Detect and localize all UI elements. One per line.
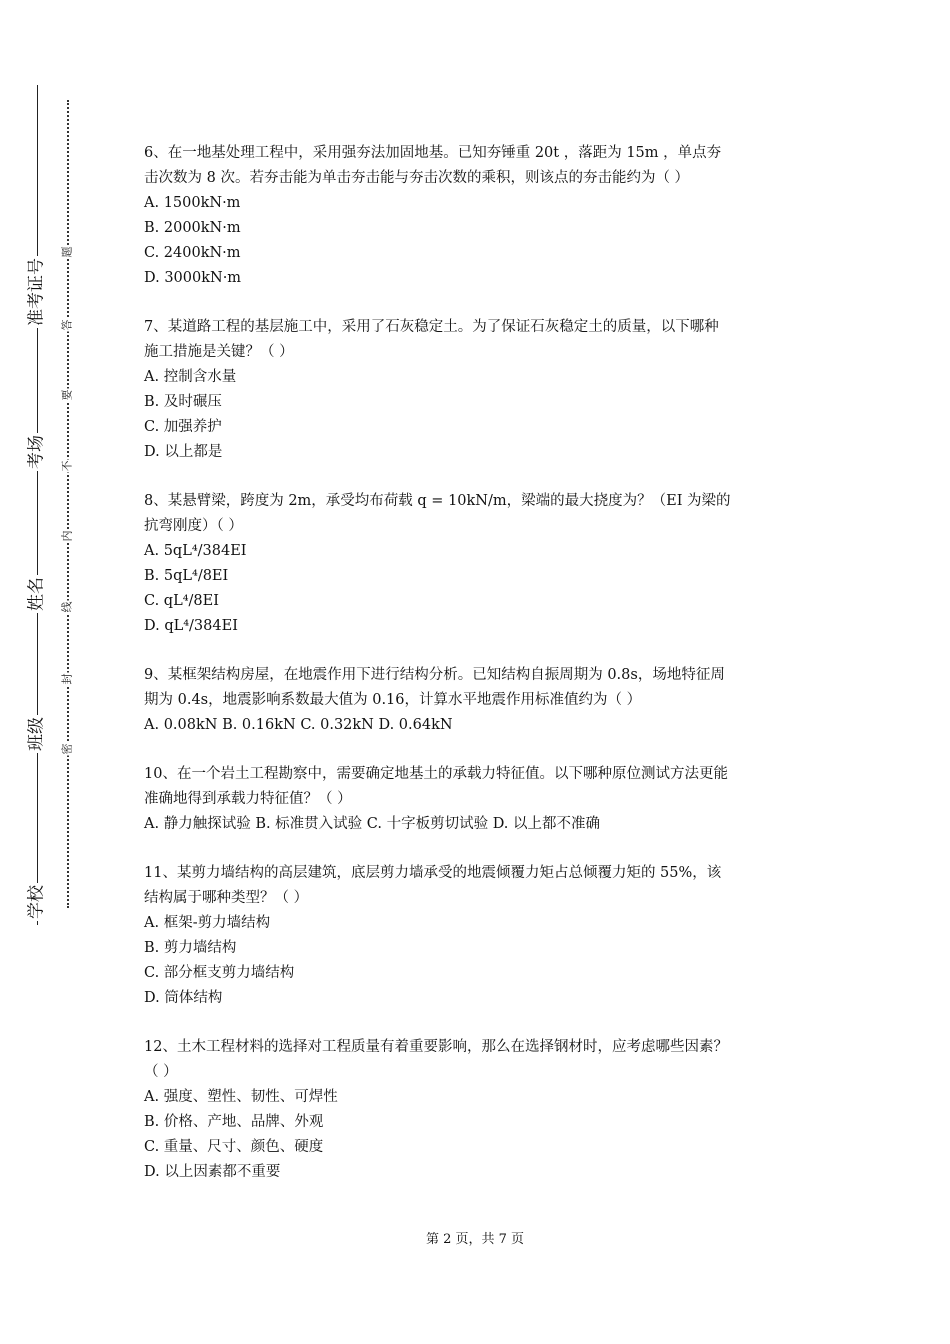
- seal-dotted-line: [67, 100, 69, 908]
- options-row: [144, 812, 812, 837]
- question-text: 抗弯刚度）（ ）: [144, 518, 243, 534]
- question-text: 7、某道路工程的基层施工中，采用了石灰稳定土。为了保证石灰稳定土的质量，以下哪种: [144, 319, 719, 335]
- binding-solid-line: [37, 85, 38, 925]
- option-d: D. 以上因素都不重要: [144, 1164, 281, 1180]
- option-d: D. 筒体结构: [144, 990, 223, 1006]
- seal-char-mi: 密: [60, 743, 74, 755]
- question-text: 结构属于哪种类型？（ ）: [144, 890, 309, 906]
- question-text: 准确地得到承载力特征值？（ ）: [144, 791, 352, 807]
- question-text: 8、某悬臂梁，跨度为 2m，承受均布荷载 q = 10kN/m，梁端的最大挠度为？（EI 为梁的: [144, 493, 731, 509]
- seal-char-ti: 题: [60, 246, 74, 258]
- option-b: B. 及时碾压: [144, 394, 222, 410]
- option-d: D. 以上都是: [144, 444, 223, 460]
- option-c: C. 0.32kN: [300, 717, 374, 733]
- option-d: D. 0.64kN: [378, 717, 453, 733]
- option-a: A. 0.08kN: [144, 717, 218, 733]
- page-footer: 第 2 页，共 7 页: [425, 1232, 525, 1247]
- question-text: 10、在一个岩土工程勘察中，需要确定地基土的承载力特征值。以下哪种原位测试方法更能: [144, 766, 728, 782]
- question-9: [144, 663, 812, 738]
- option-d: D. 3000kN·m: [144, 270, 242, 286]
- option-c: C. 部分框支剪力墙结构: [144, 965, 295, 981]
- seal-char-bu: 不: [60, 460, 74, 472]
- question-text: （ ）: [144, 1064, 178, 1080]
- option-c: C. 2400kN·m: [144, 245, 241, 261]
- option-b: B. 5qL⁴/8EI: [144, 568, 229, 584]
- option-c: C. qL⁴/8EI: [144, 593, 219, 609]
- seal-char-nei: 内: [60, 530, 74, 542]
- option-b: B. 2000kN·m: [144, 220, 241, 236]
- question-text: 施工措施是关键？（ ）: [144, 344, 294, 360]
- question-text: 期为 0.4s，地震影响系数最大值为 0.16，计算水平地震作用标准值约为（ ）: [144, 692, 642, 708]
- option-b: B. 剪力墙结构: [144, 940, 237, 956]
- question-6: [144, 141, 812, 291]
- question-text: 12、土木工程材料的选择对工程质量有着重要影响，那么在选择钢材时，应考虑哪些因素？: [144, 1039, 728, 1055]
- option-a: A. 1500kN·m: [144, 195, 241, 211]
- question-8: [144, 489, 812, 639]
- option-b: B. 价格、产地、品牌、外观: [144, 1114, 324, 1130]
- option-d: D. qL⁴/384EI: [144, 618, 238, 634]
- option-a: A. 控制含水量: [144, 369, 237, 385]
- question-11: [144, 861, 812, 1011]
- class-label: 班级: [26, 717, 47, 751]
- seal-char-xian: 线: [60, 601, 74, 613]
- option-d: D. 以上都不准确: [492, 816, 601, 832]
- option-a: A. 静力触探试验: [144, 816, 251, 832]
- question-7: [144, 315, 812, 465]
- option-b: B. 标准贯入试验: [255, 816, 363, 832]
- question-10: [144, 762, 812, 837]
- option-a: A. 强度、塑性、韧性、可焊性: [144, 1089, 338, 1105]
- questions-area: [144, 141, 812, 1209]
- seal-char-feng: 封: [60, 673, 74, 685]
- option-c: C. 加强养护: [144, 419, 222, 435]
- question-text: 击次数为 8 次。若夯击能为单击夯击能与夯击次数的乘积，则该点的夯击能约为（ ）: [144, 170, 690, 186]
- question-12: [144, 1035, 812, 1185]
- option-b: B. 0.16kN: [222, 717, 296, 733]
- question-text: 11、某剪力墙结构的高层建筑，底层剪力墙承受的地震倾覆力矩占总倾覆力矩的 55%，该: [144, 865, 722, 881]
- option-a: A. 5qL⁴/384EI: [144, 543, 247, 559]
- option-c: C. 十字板剪切试验: [366, 816, 489, 832]
- binding-margin: [0, 0, 100, 1344]
- option-c: C. 重量、尺寸、颜色、硬度: [144, 1139, 324, 1155]
- exam-room-label: 考场: [26, 435, 47, 469]
- name-label: 姓名: [26, 577, 47, 611]
- school-label: 学校: [26, 885, 47, 919]
- question-text: 6、在一地基处理工程中，采用强夯法加固地基。已知夯锤重 20t ，落距为 15m ，单点夯: [144, 145, 722, 161]
- exam-number-label: 准考证号: [26, 258, 47, 326]
- seal-char-da: 答: [60, 319, 74, 331]
- option-a: A. 框架-剪力墙结构: [144, 915, 271, 931]
- seal-char-yao: 要: [60, 389, 74, 401]
- options-row: [144, 713, 812, 738]
- question-text: 9、某框架结构房屋，在地震作用下进行结构分析。已知结构自振周期为 0.8s，场地特征周: [144, 667, 725, 683]
